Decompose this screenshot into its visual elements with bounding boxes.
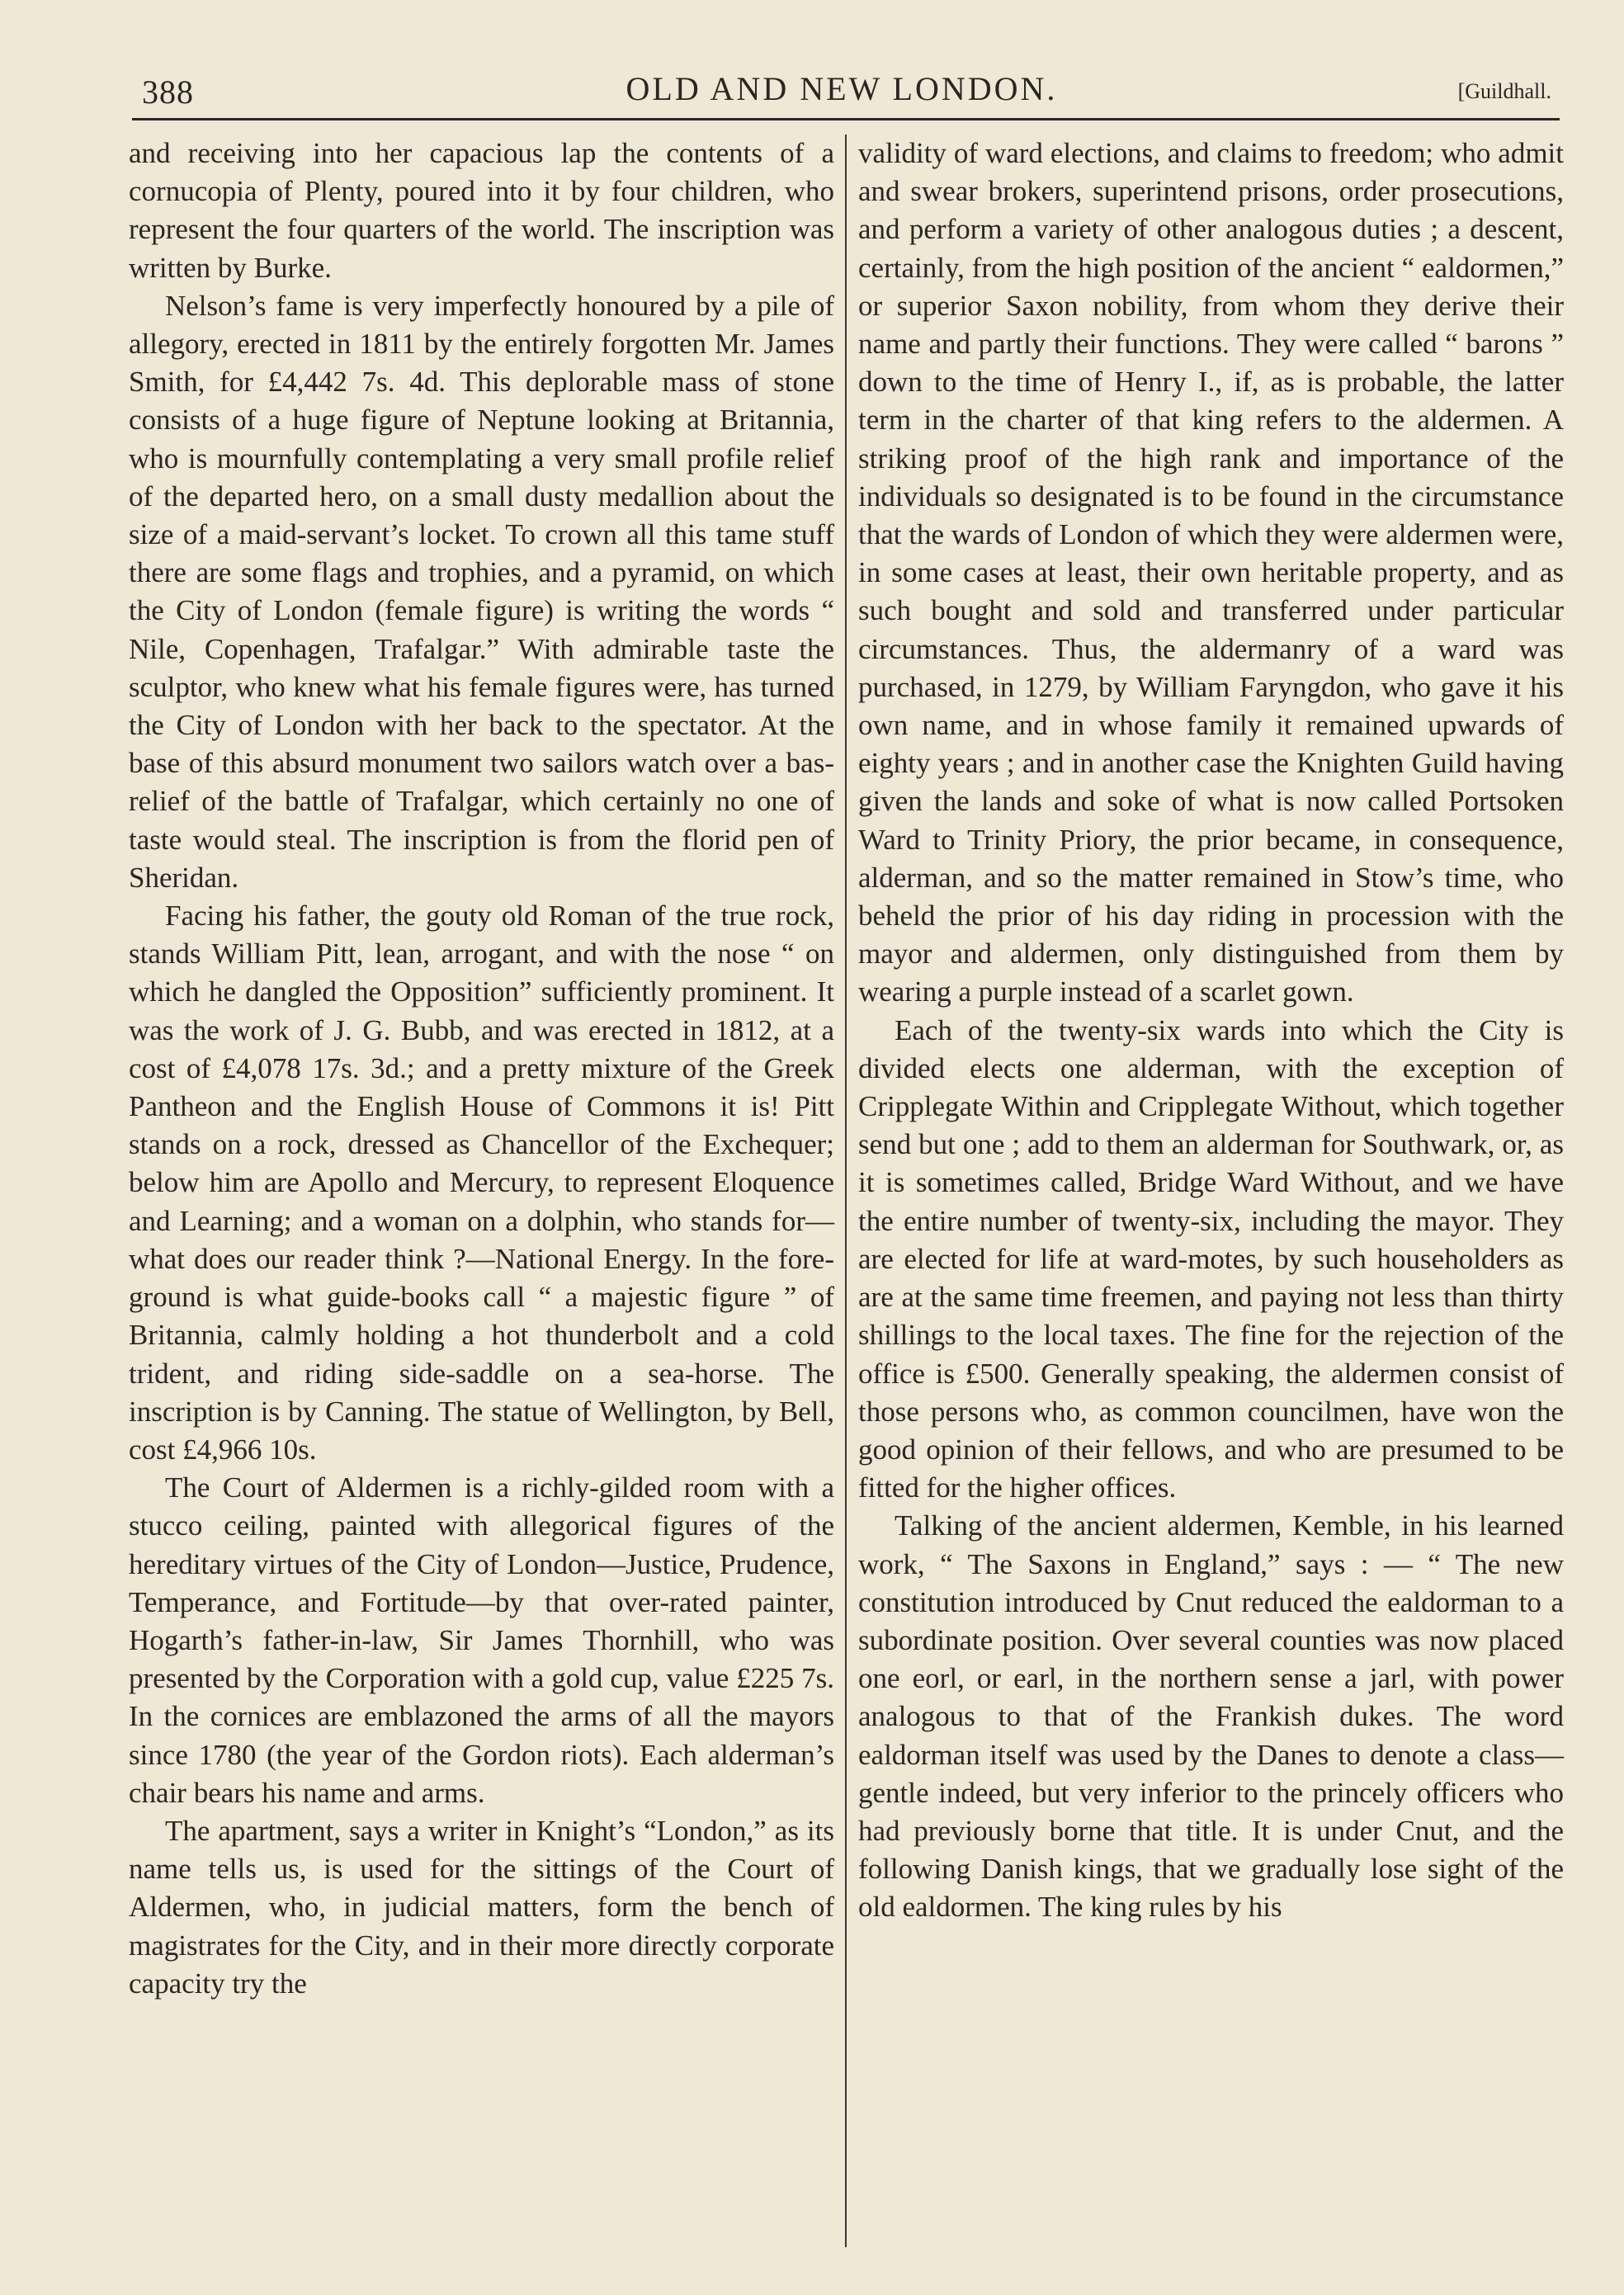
column-divider	[845, 135, 847, 2247]
running-title: OLD AND NEW LONDON.	[626, 70, 1058, 107]
header-rule	[132, 118, 1560, 120]
paragraph: The Court of Aldermen is a richly-gilded room with a stucco ceiling, painted with allegorical figures of the hereditary virtues of the City of London—Justice, Prudence, Temperance, and Fortitude—by that over-rated painter, Hogarth’s father-in-law, Sir James Thornhill, who was presented by the Corporation with a gold cup, value £225 7s. In the cornices are emblazoned the arms of all the mayors since 1780 (the year of the Gordon riots). Each alderman’s chair bears his name and arms.	[129, 1471, 834, 1809]
section-tag: [Guildhall.	[1457, 79, 1551, 103]
paragraph: Nelson’s fame is very imperfectly honoured by a pile of allegory, erected in 1811 by the entirely forgotten Mr. James Smith, for £4,442 7s. 4d. This deplorable mass of stone consists of a huge figure of Neptune looking at Britannia, who is mournfully contemplating a very small profile relief of the departed hero, on a small dusty medallion about the size of a maid-servant’s locket. To crown all this tame stuff there are some flags and trophies, and a pyramid, on which the City of London (female figure) is writing the words “ Nile, Copenhagen, Trafalgar.” With admirable taste the sculptor, who knew what his female figures were, has turned the City of London with her back to the spectator. At the base of this absurd monument two sailors watch over a bas-relief of the battle of Trafalgar, which certainly no one of taste would steal. The inscription is from the florid pen of Sheridan.	[129, 289, 834, 894]
right-column	[858, 135, 1564, 1927]
page-number: 388	[142, 73, 194, 111]
paragraph: Each of the twenty-six wards into which the City is divided elects one alderman, with the exception of Cripplegate Within and Cripplegate Without, which together send but one ; add to them an alderman for Southwark, or, as it is sometimes called, Bridge Ward Without, and we have the entire number of twenty-six, including the mayor. They are elected for life at ward-motes, by such householders as are at the same time freemen, and paying not less than thirty shillings to the local taxes. The fine for the rejection of the office is £500. Generally speaking, the aldermen consist of those persons who, as common councilmen, have won the good opinion of their fellows, and who are presumed to be fitted for the higher offices.	[858, 1013, 1564, 1504]
paragraph: and receiving into her capacious lap the contents of a cornucopia of Plenty, poured into it by four children, who represent the four quarters of the world. The inscription was written by Burke.	[129, 137, 834, 284]
paragraph: The apartment, says a writer in Knight’s “London,” as its name tells us, is used for the sittings of the Court of Aldermen, who, in judicial matters, form the bench of magistrates for the City, and in their more directly corporate capacity try the	[129, 1814, 834, 2000]
paragraph: validity of ward elections, and claims to freedom; who admit and swear brokers, superintend prisons, order prosecutions, and perform a variety of other analogous duties ; a descent, certainly, from the high position of the ancient “ ealdormen,” or superior Saxon nobility, from whom they derive their name and partly their functions. They were called “ barons ” down to the time of Henry I., if, as is probable, the latter term in the charter of that king refers to the aldermen. A striking proof of the high rank and importance of the individuals so designated is to be found in the circumstance that the wards of London of which they were aldermen were, in some cases at least, their own heritable property, and as such bought and sold and transferred under particular circumstances. Thus, the aldermanry of a ward was purchased, in 1279, by William Faryngdon, who gave it his own name, and in whose family it remained upwards of eighty years ; and in another case the Knighten Guild having given the lands and soke of what is now called Portsoken Ward to Trinity Priory, the prior became, in consequence, alderman, and so the matter remained in Stow’s time, who beheld the prior of his day riding in procession with the mayor and aldermen, only distinguished from them by wearing a purple instead of a scarlet gown.	[858, 137, 1564, 1008]
page-header	[132, 64, 1551, 122]
left-column	[129, 135, 834, 2003]
paragraph: Talking of the ancient aldermen, Kemble, in his learned work, “ The Saxons in England,” says : — “ The new constitution introduced by Cnut reduced the ealdorman to a subordinate position. Over several counties was now placed one eorl, or earl, in the northern sense a jarl, with power analogous to that of the Frankish dukes. The word ealdorman itself was used by the Danes to denote a class—gentle indeed, but very inferior to the princely officers who had previously borne that title. It is under Cnut, and the following Danish kings, that we gradually lose sight of the old ealdormen. The king rules by his	[858, 1509, 1564, 1924]
paragraph: Facing his father, the gouty old Roman of the true rock, stands William Pitt, lean, arrogant, and with the nose “ on which he dangled the Opposition” sufficiently prominent. It was the work of J. G. Bubb, and was erected in 1812, at a cost of £4,078 17s. 3d.; and a pretty mixture of the Greek Pantheon and the English House of Commons it is! Pitt stands on a rock, dressed as Chancellor of the Exchequer; below him are Apollo and Mercury, to represent Eloquence and Learning; and a woman on a dolphin, who stands for—what does our reader think ?—National Energy. In the foreground is what guide-books call “ a majestic figure ” of Britannia, calmly holding a hot thunderbolt and a cold trident, and riding side-saddle on a sea-horse. The inscription is by Canning. The statue of Wellington, by Bell, cost £4,966 10s.	[129, 900, 834, 1466]
